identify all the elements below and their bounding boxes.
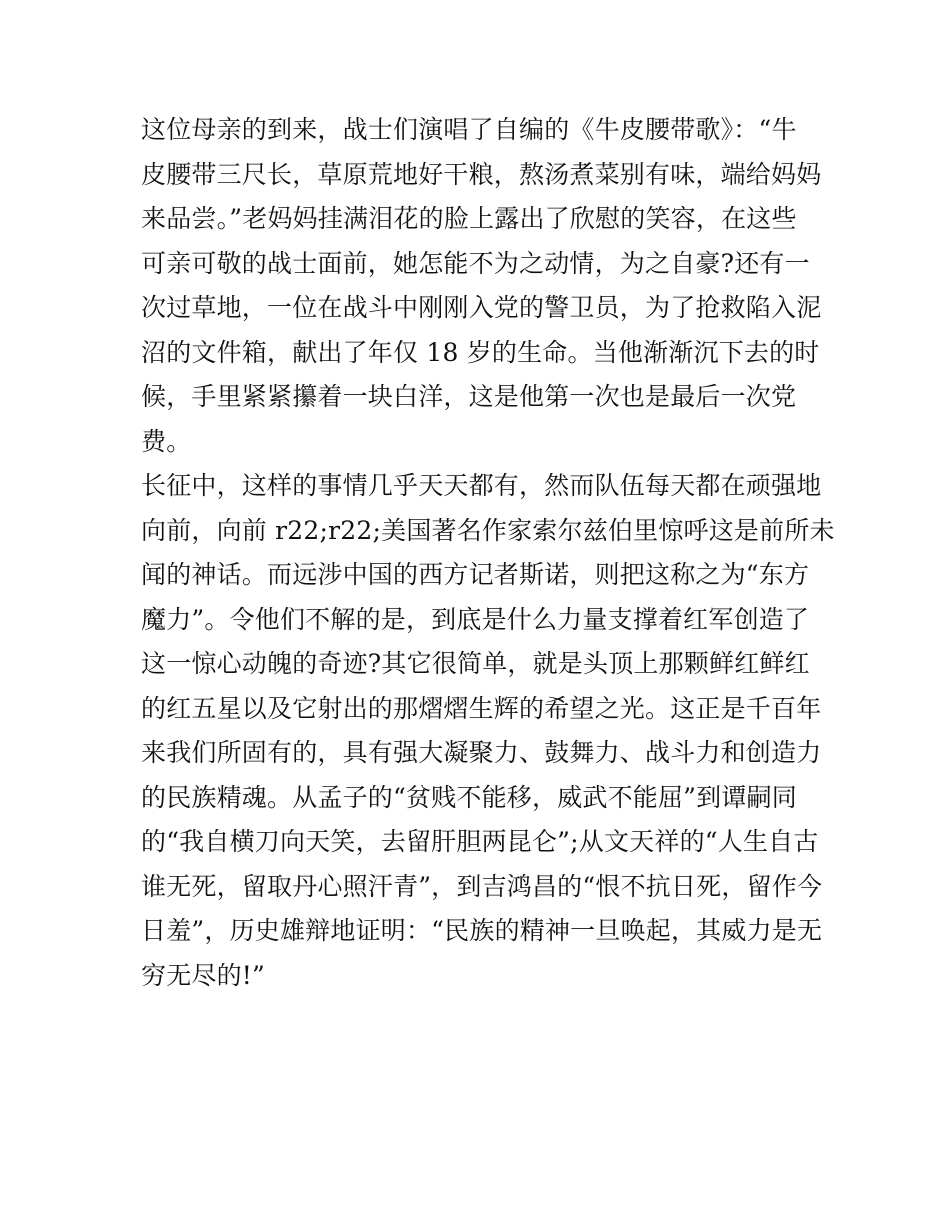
text-line: 穷无尽的!” xyxy=(141,960,266,990)
text-line: 可亲可敬的战士面前，她怎能不为之动情，为之自豪?还有一 xyxy=(141,248,810,278)
text-line: 魔力”。令他们不解的是，到底是什么力量支撑着红军创造了 xyxy=(141,604,810,634)
text-line: 皮腰带三尺长，草原荒地好干粮，熬汤煮菜别有味，端给妈妈 xyxy=(141,159,822,189)
text-line: 向前，向前 r22;r22;美国著名作家索尔兹伯里惊呼这是前所未 xyxy=(141,515,835,545)
text-line: 日羞”，历史雄辩地证明：“民族的精神一旦唤起，其威力是无 xyxy=(141,916,823,945)
paragraph-2 xyxy=(141,464,835,998)
text-line: 的“我自横刀向天笑，去留肝胆两昆仑”;从文天祥的“人生自古 xyxy=(141,827,819,856)
text-line: 的民族精魂。从孟子的“贫贱不能移，威武不能屈”到谭嗣同 xyxy=(141,782,797,812)
text-line: 候，手里紧紧攥着一块白洋，这是他第一次也是最后一次党 xyxy=(141,382,797,411)
text-line: 这位母亲的到来，战士们演唱了自编的《牛皮腰带歌》：“牛 xyxy=(141,115,797,144)
text-line: 沼的文件箱，献出了年仅 18 岁的生命。当他渐渐沉下去的时 xyxy=(141,337,820,367)
text-line: 来品尝。”老妈妈挂满泪花的脸上露出了欣慰的笑容，在这些 xyxy=(141,204,797,233)
paragraph-1 xyxy=(141,108,822,464)
text-line: 的红五星以及它射出的那熠熠生辉的希望之光。这正是千百年 xyxy=(141,693,822,723)
text-line: 长征中，这样的事情几乎天天都有，然而队伍每天都在顽强地 xyxy=(141,471,822,500)
text-line: 谁无死，留取丹心照汗青”，到吉鸿昌的“恨不抗日死，留作今 xyxy=(141,871,823,901)
text-line: 次过草地，一位在战斗中刚刚入党的警卫员，为了抢救陷入泥 xyxy=(141,293,822,322)
text-line: 这一惊心动魄的奇迹?其它很简单，就是头顶上那颗鲜红鲜红 xyxy=(141,649,810,678)
document-body xyxy=(141,108,835,998)
text-line: 来我们所固有的，具有强大凝聚力、鼓舞力、战斗力和创造力 xyxy=(141,738,822,767)
text-line: 闻的神话。而远涉中国的西方记者斯诺，则把这称之为“东方 xyxy=(141,560,810,589)
text-line: 费。 xyxy=(141,426,192,456)
